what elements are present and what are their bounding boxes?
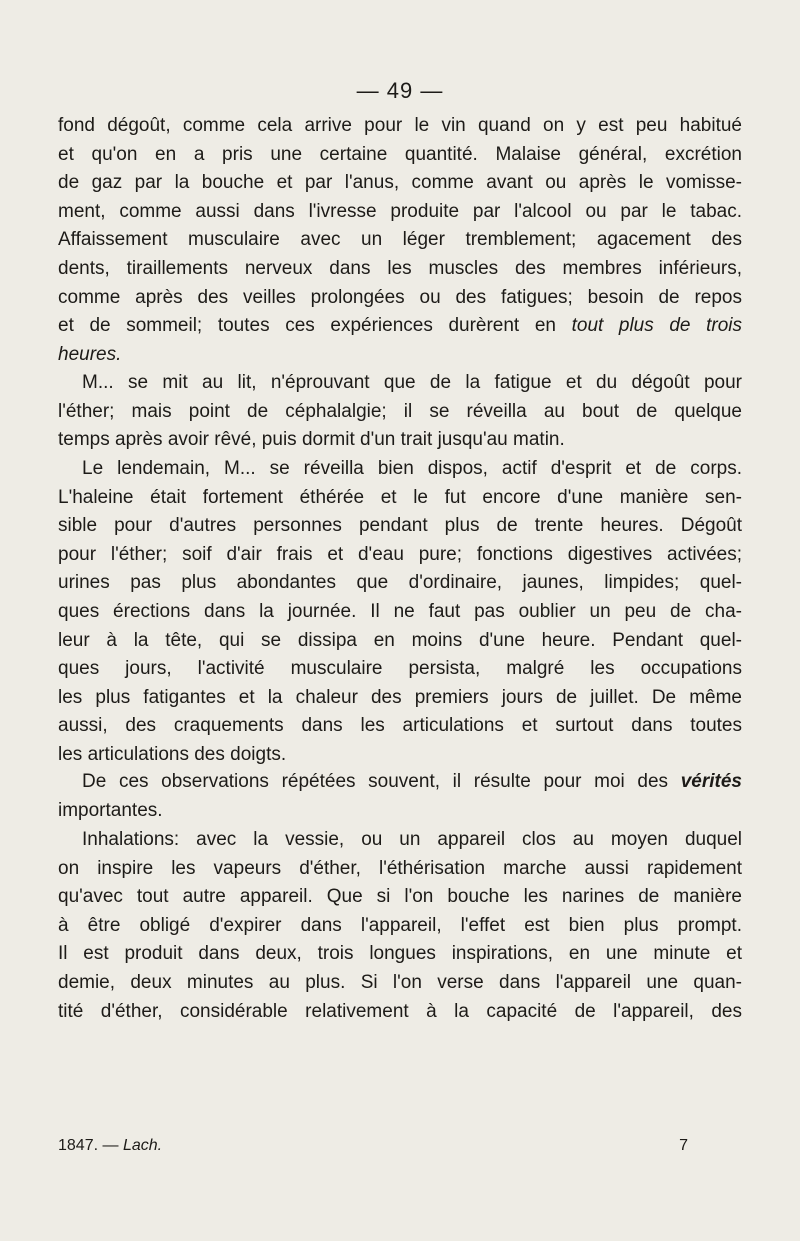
italic-phrase: tout plus de trois	[571, 315, 743, 337]
page-footer	[58, 1137, 688, 1155]
text-line: importantes.	[58, 799, 163, 821]
paragraph-1	[58, 112, 742, 369]
text-line: demie, deux minutes au plus. Si l'on verse dans l'appareil une quan-	[58, 971, 742, 993]
text-line: temps après avoir rêvé, puis dormit d'un trait jusqu'au matin.	[58, 429, 565, 451]
paragraph-2	[58, 369, 742, 455]
page-number-header: — 49 —	[356, 78, 444, 103]
text-segment: et de sommeil; toutes ces expériences durèrent en	[58, 315, 556, 337]
text-line: comme après des veilles prolongées ou des fatigues; besoin de repos	[58, 286, 742, 308]
text-segment: De ces observations répétées souvent, il résulte pour moi des	[82, 771, 669, 792]
text-line: on inspire les vapeurs d'éther, l'éthérisation marche aussi rapidement	[58, 857, 742, 879]
text-line: dents, tiraillements nerveux dans les muscles des membres inférieurs,	[58, 257, 742, 279]
signature-year: 1847. —	[58, 1137, 123, 1154]
italic-word: vérités	[680, 771, 743, 792]
printer-signature	[58, 1137, 162, 1155]
text-line: ment, comme aussi dans l'ivresse produite par l'alcool ou par le tabac.	[58, 200, 742, 222]
paragraph-3	[58, 455, 742, 770]
text-line: leur à la tête, qui se dissipa en moins d'une heure. Pendant quel-	[58, 629, 742, 651]
text-line: urines pas plus abondantes que d'ordinaire, jaunes, limpides; quel-	[58, 572, 742, 594]
text-line: fond dégoût, comme cela arrive pour le vin quand on y est peu habitué	[58, 115, 742, 136]
text-line: Il est produit dans deux, trois longues inspirations, en une minute et	[58, 943, 742, 965]
signature-number: 7	[679, 1137, 688, 1154]
text-line: à être obligé d'expirer dans l'appareil, l'effet est bien plus prompt.	[58, 914, 742, 936]
text-line: tité d'éther, considérable relativement à la capacité de l'appareil, des	[58, 1000, 742, 1022]
text-line: L'haleine était fortement éthérée et le fut encore d'une manière sen-	[58, 486, 742, 508]
text-line: les articulations des doigts.	[58, 743, 287, 765]
text-line: aussi, des craquements dans les articulations et surtout dans toutes	[58, 715, 742, 737]
text-line: Affaissement musculaire avec un léger tremblement; agacement des	[58, 229, 742, 251]
text-line: qu'avec tout autre appareil. Que si l'on bouche les narines de manière	[58, 886, 742, 908]
text-line: pour l'éther; soif d'air frais et d'eau pure; fonctions digestives activées;	[58, 543, 742, 565]
paragraph-4	[58, 768, 742, 825]
text-line: ques jours, l'activité musculaire persista, malgré les occupations	[58, 658, 742, 680]
text-line: Inhalations: avec la vessie, ou un appareil clos au moyen duquel	[82, 829, 742, 850]
signature-name: Lach.	[122, 1137, 163, 1154]
text-line: M... se mit au lit, n'éprouvant que de la fatigue et du dégoût pour	[82, 372, 742, 393]
text-line-mixed	[58, 768, 742, 797]
text-line: les plus fatigantes et la chaleur des premiers jours de juillet. De même	[58, 686, 742, 708]
text-line-mixed	[58, 312, 742, 341]
text-line: heures.	[58, 343, 122, 365]
text-line: et qu'on en a pris une certaine quantité. Malaise général, excrétion	[58, 143, 742, 165]
text-line: sible pour d'autres personnes pendant plus de trente heures. Dégoût	[58, 515, 742, 537]
text-line: Le lendemain, M... se réveilla bien dispos, actif d'esprit et de corps.	[82, 458, 742, 479]
text-line: ques érections dans la journée. Il ne faut pas oublier un peu de cha-	[58, 600, 742, 622]
text-line: de gaz par la bouche et par l'anus, comme avant ou après le vomisse-	[58, 172, 742, 194]
paragraph-5	[58, 826, 742, 1026]
text-line: l'éther; mais point de céphalalgie; il se réveilla au bout de quelque	[58, 400, 742, 422]
